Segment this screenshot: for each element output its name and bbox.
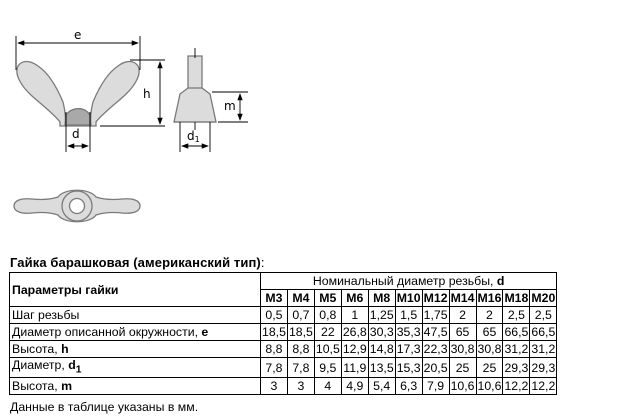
table-cell: 1,75 bbox=[423, 308, 448, 322]
table-cell: 65 bbox=[449, 324, 476, 341]
table-cell: 30,8 bbox=[477, 342, 502, 356]
table-cell: 3 bbox=[261, 378, 288, 395]
table-row bbox=[10, 324, 557, 341]
size-header-cell: M14 bbox=[450, 291, 475, 305]
side-view-wing bbox=[188, 56, 202, 92]
footnote: Данные в таблице указаны в мм. bbox=[10, 400, 199, 414]
table-cell: 5,4 bbox=[368, 378, 395, 395]
row-label: Диаметр, $d_1$ bbox=[10, 358, 261, 378]
table-cell: 26,8 bbox=[342, 325, 367, 339]
table-cell: 7,8 bbox=[287, 358, 314, 378]
table-row bbox=[10, 378, 557, 395]
table-cell: 1 bbox=[341, 307, 368, 324]
table-cell: 11,9 bbox=[341, 358, 368, 378]
row-label: Высота, h bbox=[10, 341, 261, 358]
side-view-base bbox=[174, 88, 216, 122]
side-view bbox=[174, 56, 216, 122]
table-cell: 25 bbox=[449, 358, 476, 378]
spec-body bbox=[10, 307, 557, 395]
table-cell: 35,3 bbox=[396, 325, 421, 339]
table-cell: 2 bbox=[449, 307, 476, 324]
row-label: Диаметр описанной окружности, e bbox=[10, 324, 261, 341]
table-cell: 12,9 bbox=[342, 342, 367, 356]
table-cell: 1,25 bbox=[369, 308, 394, 322]
spec-table bbox=[9, 272, 557, 395]
table-cell: 18,5 bbox=[288, 325, 313, 339]
front-view-thread-notch bbox=[66, 109, 90, 125]
table-cell: 47,5 bbox=[423, 325, 448, 339]
table-cell: 15,3 bbox=[395, 358, 422, 378]
table-cell: 12,2 bbox=[531, 379, 556, 394]
table-cell: 10,5 bbox=[315, 342, 340, 356]
table-cell: 12,2 bbox=[504, 379, 529, 394]
front-view bbox=[17, 62, 139, 127]
table-cell: 8,8 bbox=[261, 341, 288, 358]
size-header-cell: M4 bbox=[287, 290, 314, 307]
size-header-cell: M5 bbox=[314, 290, 341, 307]
size-header-cell: M10 bbox=[396, 291, 421, 305]
table-cell: 25 bbox=[476, 358, 503, 378]
size-header-cell: M8 bbox=[368, 290, 395, 307]
table-cell: 2 bbox=[476, 307, 503, 324]
table-cell: 10,6 bbox=[450, 379, 475, 394]
table-cell: 7,8 bbox=[261, 358, 288, 378]
table-cell: 30,3 bbox=[369, 325, 394, 339]
dim-d-label: d bbox=[72, 127, 80, 141]
size-header-cell: M3 bbox=[261, 290, 288, 307]
table-cell: 13,5 bbox=[368, 358, 395, 378]
size-header-cell: M12 bbox=[423, 291, 448, 305]
dim-h-label: h bbox=[143, 87, 151, 101]
table-title: Гайка барашковая (американский тип): bbox=[10, 255, 265, 270]
table-cell: 9,5 bbox=[314, 358, 341, 378]
size-header-cell: M20 bbox=[531, 291, 556, 305]
param-header: Параметры гайки bbox=[10, 273, 261, 307]
table-cell: 66,5 bbox=[504, 325, 529, 339]
table-cell: 2,5 bbox=[530, 307, 557, 324]
row-label: Шаг резьбы bbox=[10, 307, 261, 324]
nominal-diameter-header: Номинальный диаметр резьбы, d bbox=[261, 273, 557, 290]
table-cell: 20,5 bbox=[422, 358, 449, 378]
table-cell: 17,3 bbox=[396, 342, 421, 356]
dim-m-label: m bbox=[224, 99, 236, 113]
table-cell: 0,5 bbox=[261, 307, 288, 324]
table-row bbox=[10, 307, 557, 324]
dim-d1-label: d1 bbox=[187, 129, 200, 144]
table-cell: 29,3 bbox=[530, 358, 557, 378]
dim-e-label: e bbox=[74, 28, 82, 42]
table-cell: 29,3 bbox=[503, 358, 530, 378]
table-cell: 1,5 bbox=[395, 307, 422, 324]
row-label: Высота, m bbox=[10, 378, 261, 395]
table-cell: 8,8 bbox=[287, 341, 314, 358]
table-cell: 10,6 bbox=[477, 379, 502, 394]
table-cell: 3 bbox=[287, 378, 314, 395]
table-cell: 30,8 bbox=[450, 342, 475, 356]
table-cell: 22 bbox=[314, 324, 341, 341]
table-cell: 14,8 bbox=[369, 342, 394, 356]
top-view-hole bbox=[70, 199, 85, 214]
table-cell: 18,5 bbox=[262, 325, 286, 339]
size-header-cell: M16 bbox=[477, 291, 502, 305]
table-cell: 0,7 bbox=[287, 307, 314, 324]
table-cell: 4 bbox=[314, 378, 341, 395]
table-cell: 22,3 bbox=[423, 342, 448, 356]
table-cell: 4,9 bbox=[341, 378, 368, 395]
table-row bbox=[10, 358, 557, 378]
table-cell: 65 bbox=[476, 324, 503, 341]
table-cell: 6,3 bbox=[395, 378, 422, 395]
size-header-cell: M6 bbox=[341, 290, 368, 307]
size-header-cell: M18 bbox=[504, 291, 529, 305]
table-cell: 66,5 bbox=[531, 325, 556, 339]
table-cell: 31,2 bbox=[504, 342, 529, 356]
table-cell: 7,9 bbox=[422, 378, 449, 395]
table-row bbox=[10, 341, 557, 358]
table-cell: 31,2 bbox=[531, 342, 556, 356]
table-cell: 2,5 bbox=[503, 307, 530, 324]
top-view bbox=[14, 190, 140, 222]
table-cell: 0,8 bbox=[314, 307, 341, 324]
